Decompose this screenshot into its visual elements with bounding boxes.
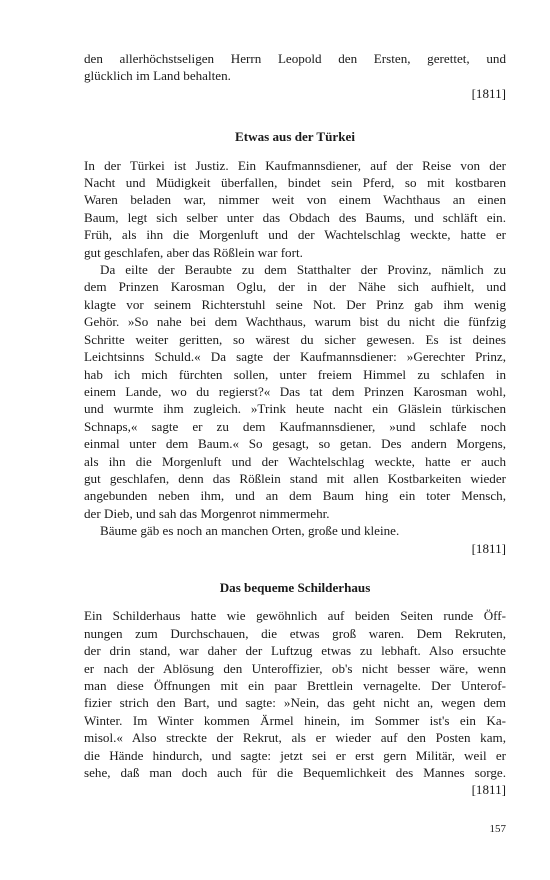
text-line: Früh, als ihn die Morgenluft und der Wachtelschlag weckte, hatte er: [84, 227, 506, 243]
story-title: Etwas aus der Türkei: [235, 129, 355, 145]
text-line: man diese Öffnungen mit ein paar Brettlein vernagelte. Der Unterof-: [84, 678, 506, 693]
text-line: sehe, daß man doch auch für die Bequemlichkeit des Mannes sorge.: [84, 765, 506, 781]
date-note: [1811]: [471, 782, 506, 798]
date-note: [1811]: [471, 85, 506, 101]
intro-paragraph: [84, 50, 506, 102]
text-line: fizier strich den Bart, und sagte: »Nein, das geht nicht an, wegen dem: [84, 695, 506, 711]
text-line: Leichtsinns Schuld.« Da sagte der Kaufmannsdiener: »Gerechter Prinz,: [84, 349, 506, 365]
text-line: und wurmte ihm zugleich. »Trink heute nacht ein Gläslein türkischen: [84, 401, 506, 417]
story-paragraph: [84, 607, 506, 798]
date-note: [1811]: [471, 540, 506, 556]
text-line: Winter. Im Winter kommen Ärmel hinein, im Sommer ist's ein Ka-: [84, 712, 506, 728]
text-line: angebunden neben ihm, und an dem Baum hing ein toter Mensch,: [84, 488, 506, 504]
text-line: gut geschlafen, denn das Rößlein stand mit allen Kostbarkeiten wieder: [84, 470, 506, 486]
text-line: der Dieb, und sah das Morgenrot nimmermehr.: [84, 505, 330, 521]
text-line: Bäume gäb es noch an manchen Orten, große und kleine.: [100, 523, 400, 539]
story-paragraph: [84, 522, 506, 557]
text-line: glücklich im Land behalten.: [84, 68, 231, 84]
story-paragraph: [84, 261, 506, 522]
text-line: nungen zum Durchschauen, die etwas groß waren. Dem Rekruten,: [84, 625, 506, 641]
text-line: Nacht und Müdigkeit überfallen, bindet sein Pferd, so mit kostbaren: [84, 175, 506, 191]
text-line: Gehör. »So nahe bei dem Wachthaus, warum bist du nicht die fünfzig: [84, 314, 506, 330]
story-title: Das bequeme Schilderhaus: [219, 579, 371, 595]
text-line: einmal unter dem Baum.« So gesagt, so getan. Des andern Morgens,: [84, 436, 506, 452]
text-line: Waren beladen war, nimmer weit von einem Wachthaus an einen: [84, 192, 506, 208]
story-paragraph: [84, 157, 506, 261]
text-line: die Hände hindurch, und sagte: jetzt sei er erst gern Militär, weil er: [84, 747, 506, 763]
text-line: er nach der Ablösung den Unteroffizier, ob's nicht besser wäre, wenn: [84, 660, 506, 676]
text-line: Ein Schilderhaus hatte wie gewöhnlich auf beiden Seiten runde Öff-: [84, 608, 506, 624]
page-number: 157: [489, 823, 506, 835]
text-line: den allerhöchstseligen Herrn Leopold den Ersten, gerettet, und: [84, 51, 506, 66]
text-line: hab ich mich fürchten sollen, unter freiem Himmel zu schlafen in: [84, 366, 506, 382]
text-line: Da eilte der Beraubte zu dem Statthalter der Provinz, nämlich zu: [100, 262, 506, 278]
text-line: der drin stand, war daher der Luftzug etwas zu lebhaft. Also ersuchte: [84, 643, 506, 659]
text-line: misol.« Also streckte der Rekrut, als er wieder auf den Posten kam,: [84, 730, 506, 746]
text-line: Schnaps,« sagte er zu dem Kaufmannsdiener, »und schlafe noch: [84, 418, 506, 434]
text-line: Schritte weiter geritten, so wärest du sicher gewesen. Es ist deines: [84, 331, 506, 347]
text-line: einem Lande, wo du regierst?« Das tat dem Prinzen Karosman wohl,: [84, 383, 506, 399]
text-line: dem Prinzen Karosman Oglu, der in der Nähe sich aufhielt, und: [84, 279, 506, 295]
text-line: als ihn die Morgenluft und der Wachtelschlag weckte, hatte er auch: [84, 453, 506, 469]
text-line: klagte vor seinem Richterstuhl seine Not. Der Prinz gab ihm wenig: [84, 296, 506, 312]
text-line: gut geschlafen, aber das Rößlein war fort.: [84, 244, 303, 260]
page-body: [84, 50, 506, 799]
text-line: In der Türkei ist Justiz. Ein Kaufmannsdiener, auf der Reise von der: [84, 157, 506, 173]
text-line: Baum, legt sich selber unter das Obdach des Baums, und schläft ein.: [84, 209, 506, 225]
